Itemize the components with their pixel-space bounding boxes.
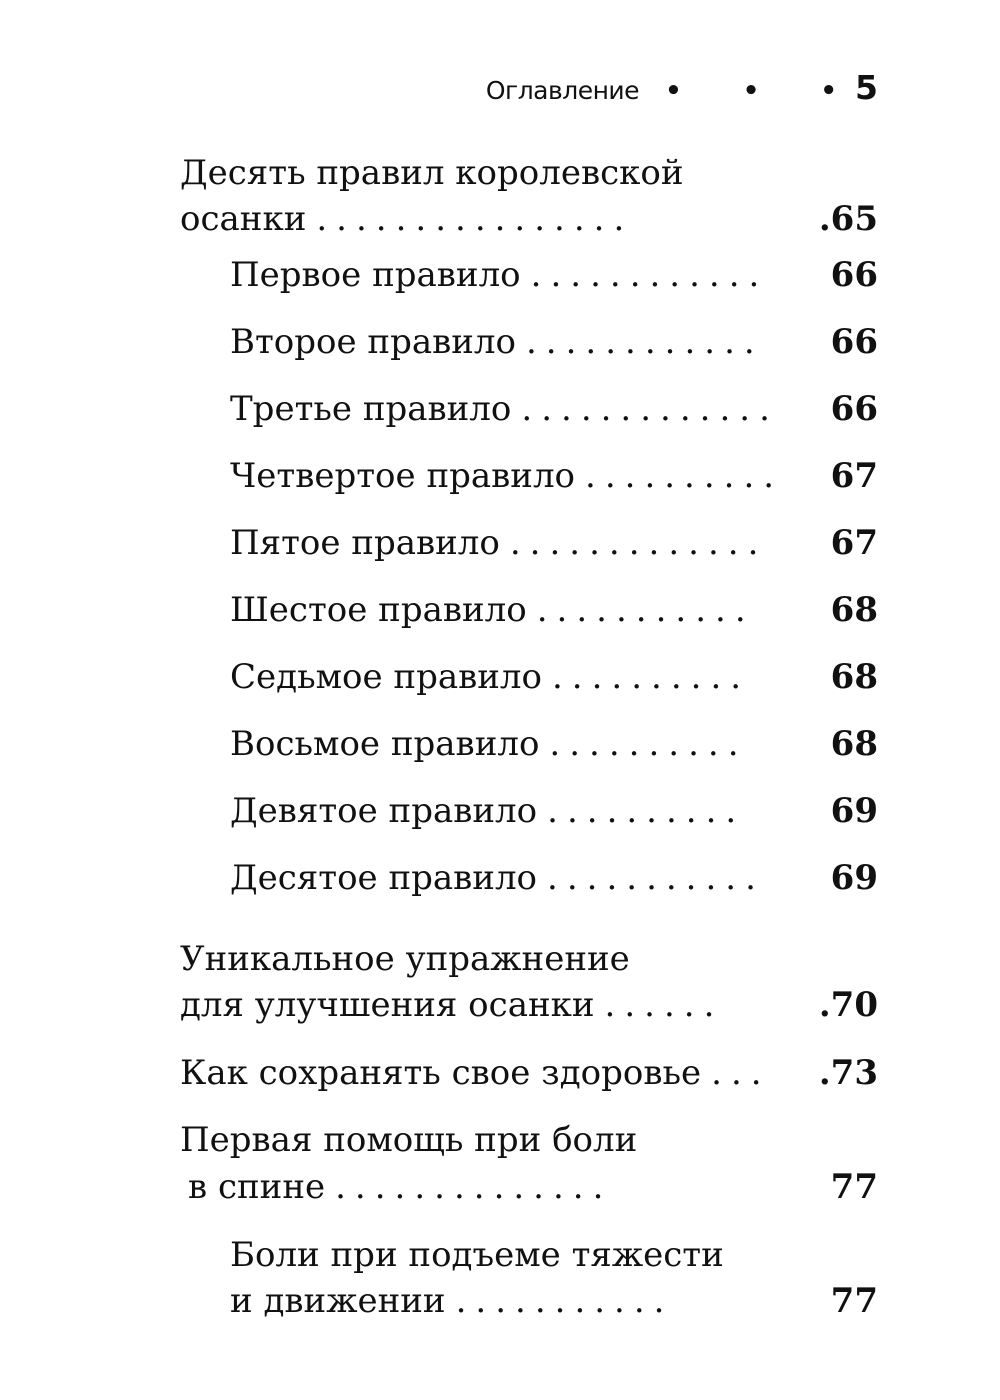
toc-dot-leader: ............. [509, 523, 768, 563]
running-head-page-number: 5 [855, 68, 878, 107]
toc-page-number: 69 [830, 791, 878, 831]
toc-entry[interactable] [230, 788, 878, 834]
toc-dot-leader: .......... [547, 791, 746, 831]
toc-entry[interactable] [230, 386, 878, 432]
toc-entry-title: Второе правило [230, 322, 516, 362]
toc-page-number: 68 [830, 590, 878, 630]
toc-dot-leader: ............. [521, 389, 779, 429]
toc-page-number: 67 [830, 456, 878, 496]
toc-entry[interactable] [230, 520, 878, 566]
toc-entry-title: и движении [230, 1281, 446, 1321]
toc-entry-title: Десятое правило [230, 858, 538, 898]
toc-entry-title-line: Боли при подъеме тяжести [230, 1235, 724, 1275]
toc-entry[interactable] [180, 1050, 878, 1096]
toc-entry-title: Шестое правило [230, 590, 527, 630]
toc-entry[interactable] [230, 453, 878, 499]
toc-page-number: 68 [830, 657, 878, 697]
toc-dot-leader: .............. [335, 1167, 613, 1207]
toc-dot-leader: .......... [552, 657, 751, 697]
toc-dot-leader: .......... [585, 456, 784, 496]
toc-entry[interactable] [230, 587, 878, 633]
toc-dot-leader: ...... [604, 985, 724, 1025]
toc-dot-leader: ........... [536, 590, 755, 630]
toc-entry-title: Первое правило [230, 255, 521, 295]
toc-entry-title: Девятое правило [230, 791, 538, 831]
toc-page-number: .73 [818, 1053, 878, 1093]
toc-entry[interactable] [230, 252, 878, 298]
toc-entry-title: Третье правило [230, 389, 512, 429]
toc-page-number: 67 [830, 523, 878, 563]
toc-page-number: 68 [830, 724, 878, 764]
toc-page-number: 66 [830, 389, 878, 429]
toc-entry[interactable] [180, 982, 878, 1028]
toc-entry-title-line: Десять правил королевской [180, 153, 684, 193]
toc-entry-title: осанки [180, 199, 307, 239]
running-head-bullets: • • • [665, 76, 864, 106]
toc-entry[interactable] [188, 1164, 878, 1210]
running-head-title: Оглавление [485, 76, 640, 105]
toc-entry-title-line: Уникальное упражнение [180, 939, 630, 979]
toc-page-number: .65 [818, 199, 878, 239]
toc-entry[interactable] [230, 855, 878, 901]
toc-entry[interactable] [230, 654, 878, 700]
toc-dot-leader: ........... [547, 858, 765, 898]
toc-page-number: 66 [830, 255, 878, 295]
toc-entry[interactable] [180, 196, 878, 242]
toc-entry-title: Четвертое правило [230, 456, 576, 496]
toc-page-number: 77 [830, 1167, 878, 1207]
toc-page-number: 69 [830, 858, 878, 898]
toc-dot-leader: ... [711, 1053, 771, 1093]
toc-entry[interactable] [230, 721, 878, 767]
toc-dot-leader: ................ [316, 199, 634, 239]
toc-dot-leader: .......... [549, 724, 748, 764]
toc-page-number: 77 [830, 1281, 878, 1321]
toc-page-number: 66 [830, 322, 878, 362]
toc-entry-title: Пятое правило [230, 523, 500, 563]
toc-entry[interactable] [230, 1278, 878, 1324]
toc-entry-title: в спине [188, 1167, 326, 1207]
toc-entry-title-line: Первая помощь при боли [180, 1120, 638, 1160]
toc-dot-leader: ............ [530, 255, 769, 295]
toc-dot-leader: ........... [455, 1281, 674, 1321]
running-head [486, 68, 878, 107]
toc-page-number: .70 [818, 985, 878, 1025]
toc-entry-title: Седьмое правило [230, 657, 542, 697]
toc-entry[interactable] [230, 319, 878, 365]
toc-entry-title: Восьмое правило [230, 724, 540, 764]
toc-entry-title: для улучшения осанки [180, 985, 595, 1025]
toc-entry-title: Как сохранять свое здоровье [180, 1053, 702, 1093]
toc-dot-leader: ............ [526, 322, 764, 362]
